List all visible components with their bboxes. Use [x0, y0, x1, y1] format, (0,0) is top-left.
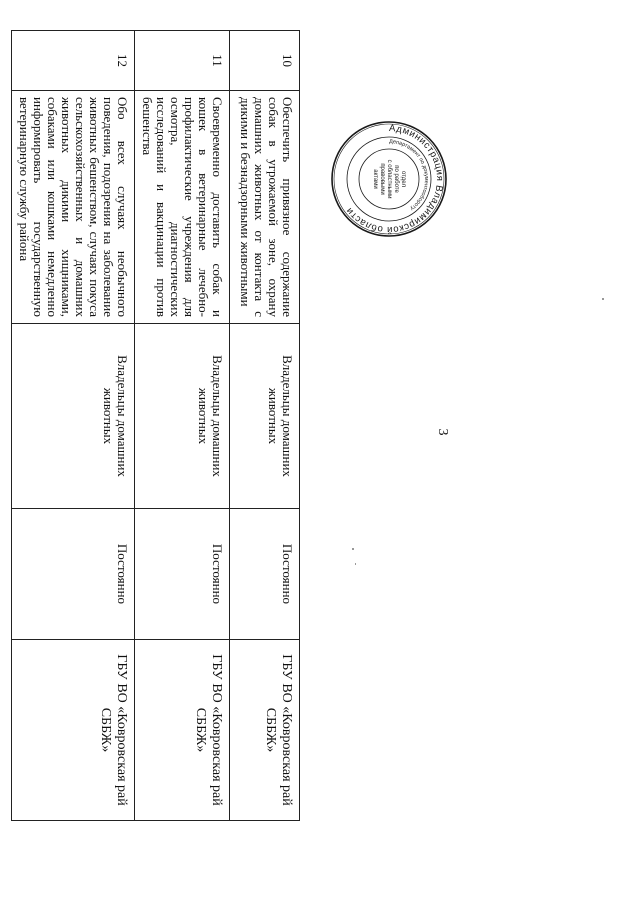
page-number: 3 [435, 428, 450, 436]
svg-text:отдел: отдел [400, 171, 406, 187]
action-cell: Обо всех случаях необычного поведения, подозрения на заболевание животных бешенством, случаях покуса сельскохозяйственных и домашних животных дикими хищниками, собаками или кошками немедленно информировать государственную ветеринарную службу района [12, 91, 135, 324]
term-cell: Постоянно [135, 509, 230, 640]
executor-cell: Владельцы домашних животных [135, 324, 230, 509]
responsible-cell: ГБУ ВО «Ковровская рай СББЖ» [135, 640, 230, 821]
measures-table-container [17, 30, 300, 820]
table-row [12, 31, 135, 821]
stamp-inner-text: Департамент по документообороту [388, 138, 430, 212]
term-cell: Постоянно [12, 509, 135, 640]
row-number: 10 [230, 31, 300, 91]
executor-cell: Владельцы домашних животных [230, 324, 300, 509]
measures-table [11, 30, 300, 821]
table-row [230, 31, 300, 821]
row-number: 12 [12, 31, 135, 91]
table-row [135, 31, 230, 821]
scan-speck [355, 563, 356, 565]
svg-text:по работе: по работе [393, 165, 399, 193]
action-cell: Своевременно доставить собак и кошек в ветеринарные лечебно-профилактические учреждения для осмотра, диагностических исследований и вакцинации против бешенства [135, 91, 230, 324]
scan-speck [602, 298, 604, 300]
svg-text:с областными: с областными [386, 159, 392, 199]
term-cell: Постоянно [230, 509, 300, 640]
executor-cell: Владельцы домашних животных [12, 324, 135, 509]
responsible-cell: ГБУ ВО «Ковровская рай СББЖ» [12, 640, 135, 821]
scan-speck [352, 548, 354, 550]
svg-text:актами: актами [372, 169, 378, 189]
row-number: 11 [135, 31, 230, 91]
svg-text:правовыми: правовыми [379, 163, 385, 195]
responsible-cell: ГБУ ВО «Ковровская рай СББЖ» [230, 640, 300, 821]
official-stamp [330, 120, 448, 238]
action-cell: Обеспечить привязное содержание собак в угрожаемой зоне, охрану домашних животных от контакта с дикими и безнадзорными животными [230, 91, 300, 324]
stamp-center-text [372, 160, 406, 199]
stamp-outer-text: Администрация Владимирской области [343, 122, 446, 236]
